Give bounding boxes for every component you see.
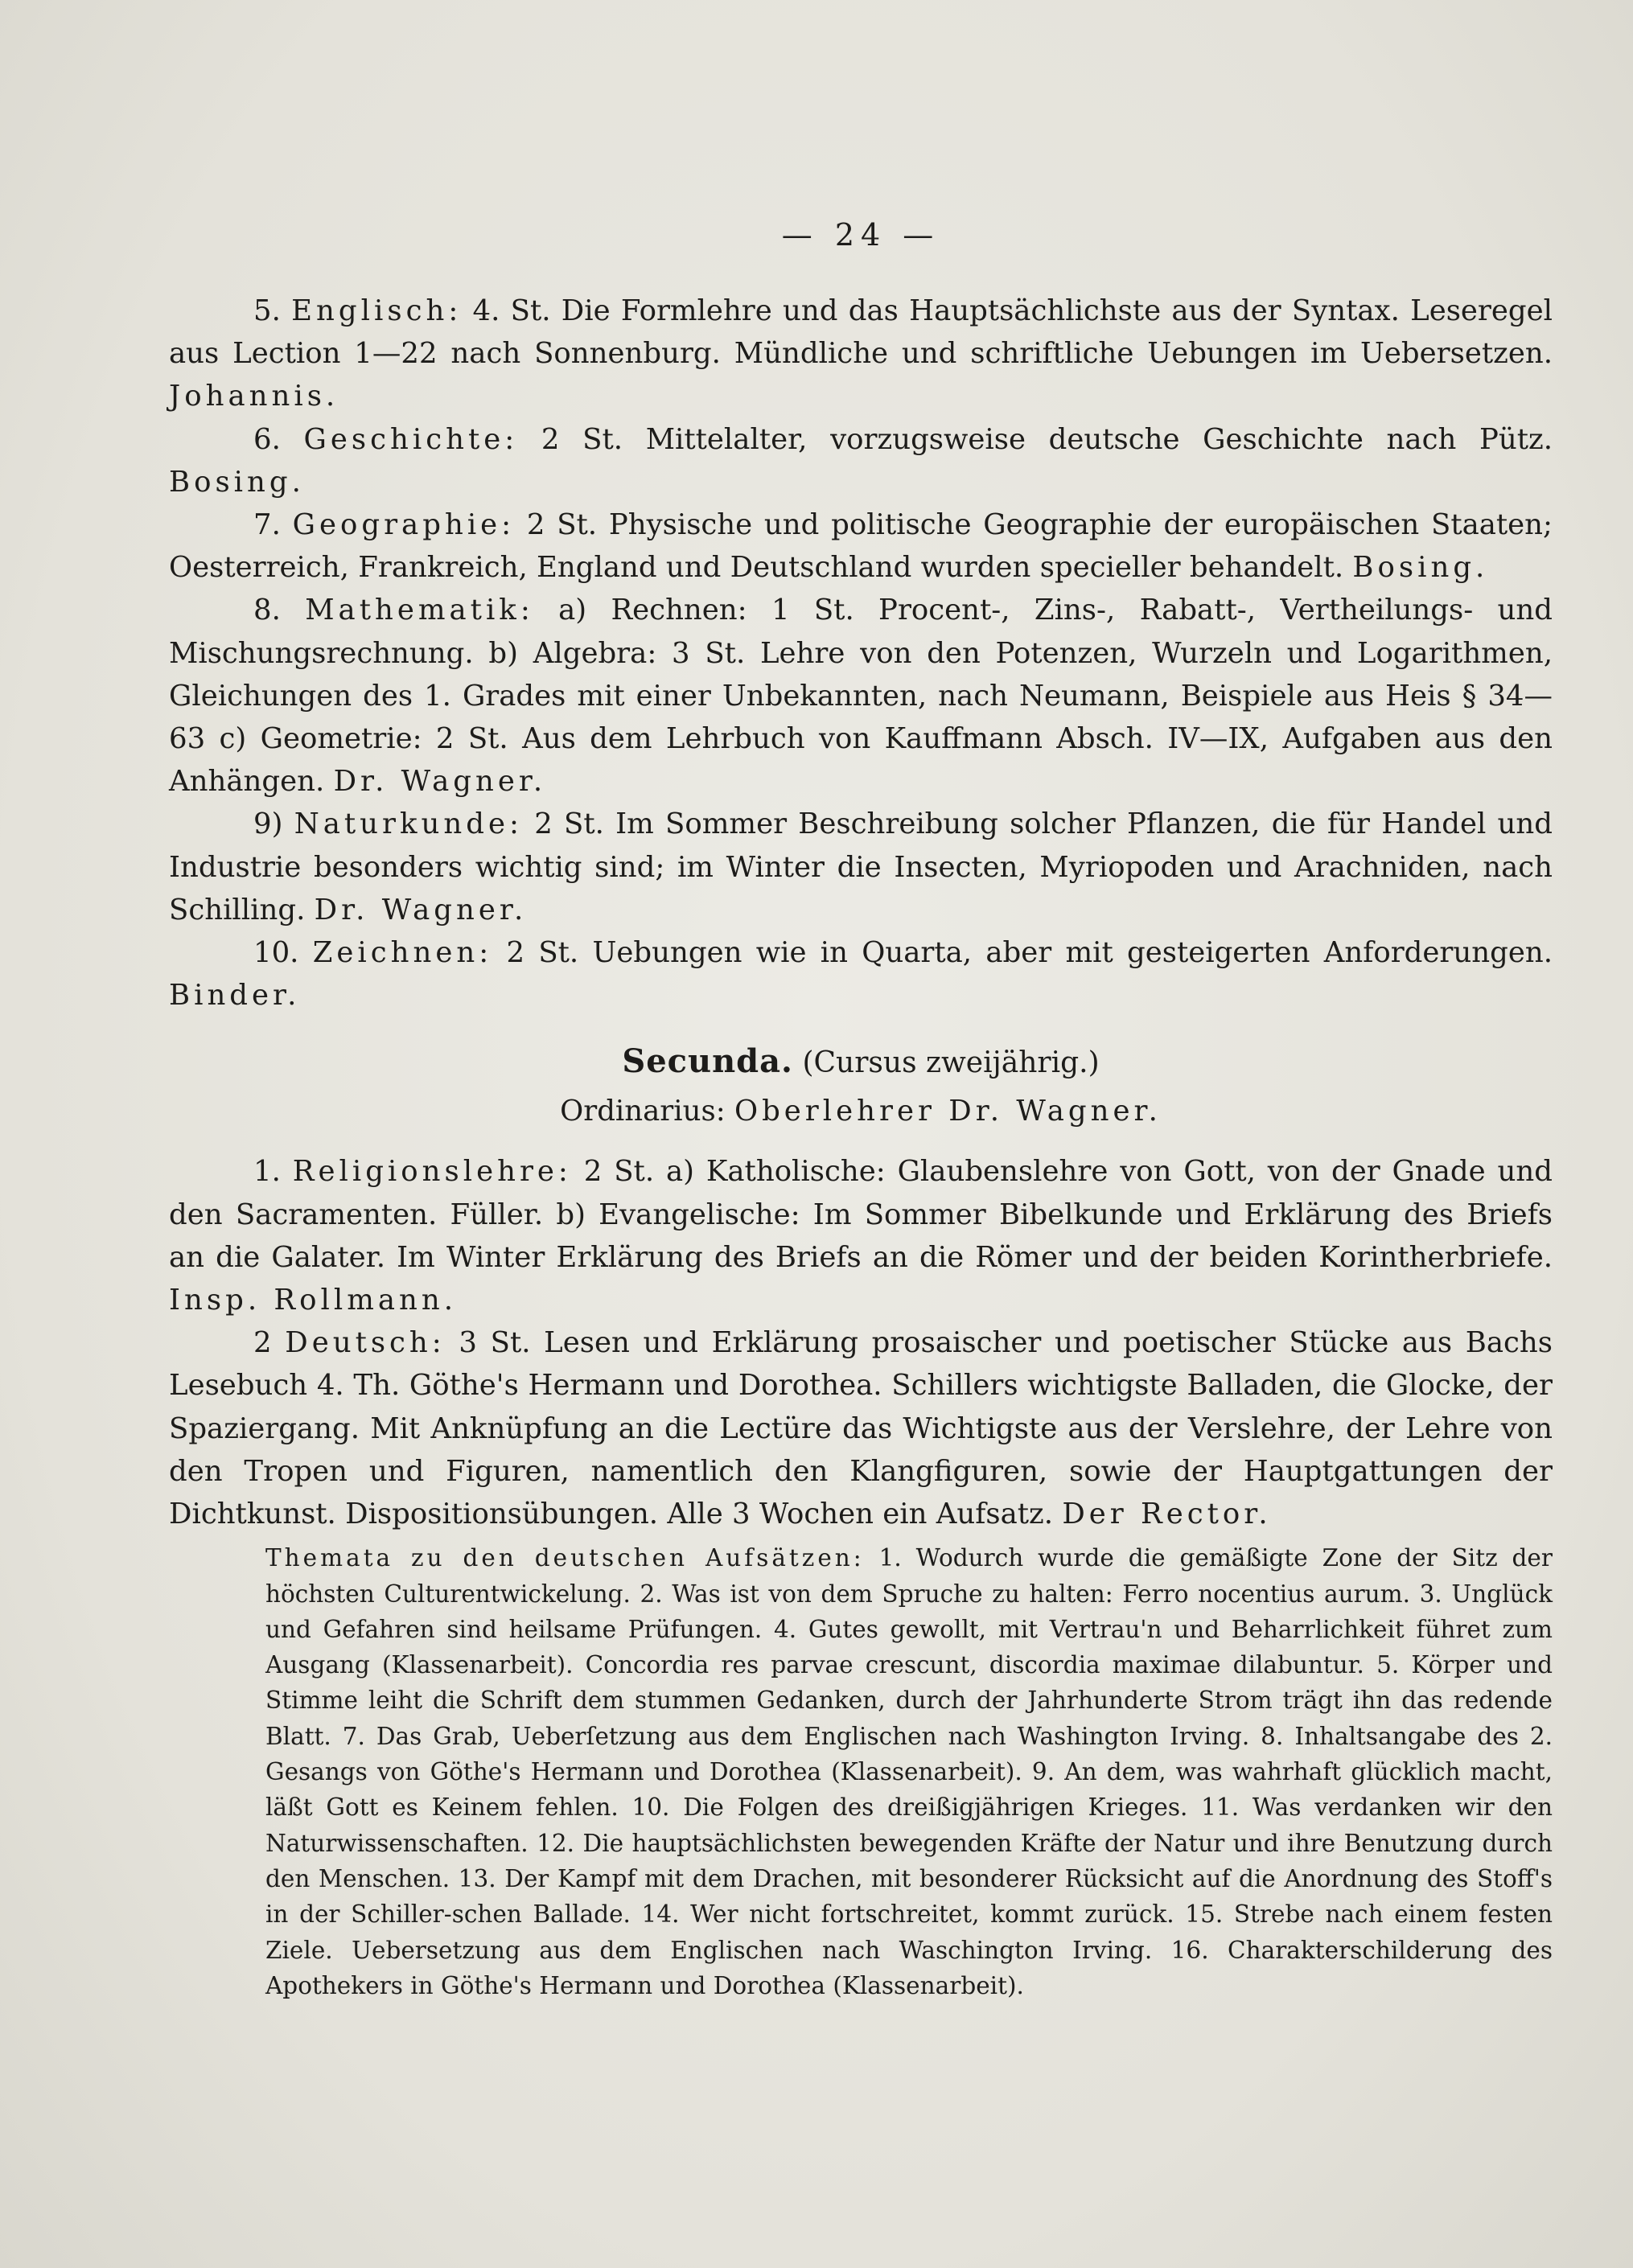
teacher-name: Der Rector. xyxy=(1062,1498,1272,1531)
teacher-name: Bosing. xyxy=(1352,551,1489,585)
subject-label: Geographie: xyxy=(292,508,516,542)
subject-label: Englisch: xyxy=(291,294,463,327)
teacher-name: Dr. Wagner. xyxy=(333,765,547,799)
section-title: Secunda. xyxy=(622,1042,793,1081)
paragraph-naturkunde: 9) Naturkunde: 2 St. Im Sommer Beschreibung solcher Pflanzen, die für Handel und Industrie besonders wichtig sind; im Winter die Insecten, Myriopoden und Arachniden, nach Schilling. Dr. Wagner. xyxy=(169,807,1553,927)
paragraph-deutsch: 2 Deutsch: 3 St. Lesen und Erklärung prosaischer und poetischer Stücke aus Bachs Lesebuch 4. Th. Göthe's Hermann und Dorothea. Schillers wichtigste Balladen, die Glocke, der Spaziergang. Mit Anknüpfung an die Lectüre das Wichtigste aus der Verslehre, der Lehre von den Tropen und Figuren, namentlich den Klangfiguren, sowie der Hauptgattungen der Dichtkunst. Dispositionsübungen. Alle 3 Wochen ein Aufsatz. Der Rector. xyxy=(169,1326,1553,1531)
subject-label: Naturkunde: xyxy=(294,807,523,841)
ordinarius-line: Ordinarius: Oberlehrer Dr. Wagner. xyxy=(560,1095,1162,1128)
text-column xyxy=(169,217,1553,2003)
section-subtitle: (Cursus zweijährig.) xyxy=(802,1046,1100,1080)
subject-label: Deutsch: xyxy=(285,1326,446,1360)
themata-list xyxy=(265,1540,1553,2003)
paragraph-mathematik: 8. Mathematik: a) Rechnen: 1 St. Procent-, Zins-, Rabatt-, Vertheilungs- und Mischungsrechnung. b) Algebra: 3 St. Lehre von den Potenzen, Wurzeln und Logarithmen, Gleichungen des 1. Grades mit einer Unbekannten, nach Neumann, Beispiele aus Heis § 34—63 c) Geometrie: 2 St. Aus dem Lehrbuch von Kauffmann Absch. IV—IX, Aufgaben aus den Anhängen. Dr. Wagner. xyxy=(169,594,1553,799)
section-heading xyxy=(169,1039,1553,1086)
teacher-name: Dr. Wagner. xyxy=(314,893,528,927)
teacher-name: Bosing. xyxy=(169,465,305,499)
paragraph-geographie: 7. Geographie: 2 St. Physische und politische Geographie der europäischen Staaten; Oesterreich, Frankreich, England und Deutschland wurden specieller behandelt. Bosing. xyxy=(169,508,1553,585)
subject-label: Geschichte: xyxy=(303,422,519,456)
teacher-name: Johannis. xyxy=(169,380,339,413)
subject-label: Mathematik: xyxy=(305,594,534,627)
themata-text: 1. Wodurch wurde die gemäßigte Zone der Sitz der höchsten Culturentwickelung. 2. Was ist von dem Spruche zu halten: Ferro nocentius aurum. 3. Unglück und Gefahren sind heilsame Prüfungen. 4. Gutes gewollt, mit Vertrau'n und Beharrlichkeit führet zum Ausgang (Klassenarbeit). Concordia res parvae crescunt, discordia maximae dilabuntur. 5. Körper und Stimme leiht die Schrift dem stummen Gedanken, durch der Jahrhunderte Strom trägt ihn das redende Blatt. 7. Das Grab, Ueberſetzung aus dem Englischen nach Washington Irving. 8. Inhaltsangabe des 2. Gesangs von Göthe's Hermann und Dorothea (Klassenarbeit). 9. An dem, was wahrhaft glücklich macht, läßt Gott es Keinem fehlen. 10. Die Folgen des dreißigjährigen Krieges. 11. Was verdanken wir den Naturwissenschaften. 12. Die hauptsächlichsten bewegenden Kräfte der Natur und ihre Benutzung durch den Menschen. 13. Der Kampf mit dem Drachen, mit besonderer Rücksicht auf die Anordnung des Stoff's in der Schiller-schen Ballade. 14. Wer nicht fortschreitet, kommt zurück. 15. Strebe nach einem festen Ziele. Uebersetzung aus dem Englischen nach Waschington Irving. 16. Charakterschilderung des Apothekers in Göthe's Hermann und Dorothea (Klassenarbeit). xyxy=(265,1544,1553,1999)
subject-label: Religionslehre: xyxy=(292,1155,572,1189)
teacher-name: Binder. xyxy=(169,979,301,1013)
paragraph-englisch: 5. Englisch: 4. St. Die Formlehre und das Hauptsächlichste aus der Syntax. Leseregel aus Lection 1—22 nach Sonnenburg. Mündliche und schriftliche Uebungen im Uebersetzen. Johannis. xyxy=(169,294,1553,413)
paragraph-geschichte: 6. Geschichte: 2 St. Mittelalter, vorzugsweise deutsche Geschichte nach Pütz. Bosing. xyxy=(169,422,1553,499)
paragraph-religionslehre: 1. Religionslehre: 2 St. a) Katholische: Glaubenslehre von Gott, von der Gnade und den Sacramenten. Füller. b) Evangelische: Im Sommer Bibelkunde und Erklärung des Briefs an die Galater. Im Winter Erklärung des Briefs an die Römer und der beiden Korintherbriefe. Insp. Rollmann. xyxy=(169,1155,1553,1317)
subject-label: Zeichnen: xyxy=(312,936,493,970)
page-number: — 24 — xyxy=(781,217,940,253)
themata-label: Themata zu den deutschen Aufsätzen: xyxy=(265,1544,865,1572)
paragraph-zeichnen: 10. Zeichnen: 2 St. Uebungen wie in Quarta, aber mit gesteigerten Anforderungen. Binder. xyxy=(169,936,1553,1013)
teacher-name: Insp. Rollmann. xyxy=(169,1284,458,1317)
